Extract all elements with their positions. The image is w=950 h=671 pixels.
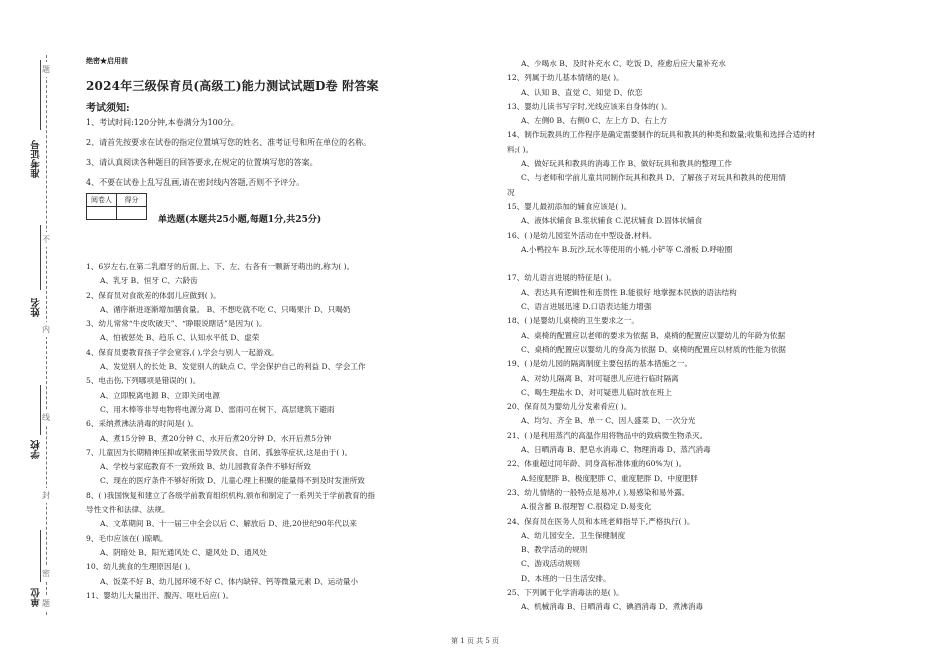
seal-mark: 不 bbox=[42, 232, 50, 247]
answer-options: C、语言进展迅速 D.口语表达能力增强 bbox=[521, 302, 652, 312]
exam-id-blank[interactable] bbox=[40, 60, 41, 130]
question-text: 12、列属于幼儿基本情绪的是( )。 bbox=[507, 73, 624, 83]
question-text: 9、毛巾应该在( )晾晒。 bbox=[86, 533, 168, 543]
question-text: 3、幼儿常常“牛皮吹破天”、“睁眼说瞎话”是因为( )。 bbox=[86, 319, 267, 329]
question-text: 17、幼儿语言进展的特征是( )。 bbox=[507, 273, 617, 283]
school-label: 学校 bbox=[31, 440, 42, 459]
right-question-column bbox=[507, 57, 922, 615]
seal-mark: 内 bbox=[42, 322, 50, 337]
answer-options: A、日晒消毒 B、肥皂水消毒 C、物理消毒 D、蒸汽消毒 bbox=[521, 445, 711, 455]
answer-options: A、煮15分钟 B、煮20分钟 C、水开后煮20分钟 D、水开后煮5分钟 bbox=[100, 433, 332, 443]
question-text: 20、保育员为婴幼儿分发素肴应( )。 bbox=[507, 402, 632, 412]
answer-options: A、循序渐进逐渐增加膳食量。 B、不想吃就不吃 C、只喝果汁 D、只喝奶 bbox=[100, 304, 351, 314]
question-text: 24、保育员在医务人员和本班老师指导下,严格执行( )。 bbox=[507, 516, 695, 526]
rule-item: 1、考试时间:120分钟,本卷满分为100分。 bbox=[86, 118, 239, 127]
region-blank[interactable] bbox=[40, 530, 41, 582]
question-text: 23、幼儿情绪的一般特点是易冲,( ),易感染和易外露。 bbox=[507, 487, 690, 497]
question-text: 8、( )我国恢复和建立了各级学前教育组织机构,颁布和制定了一系列关于学前教育的指 bbox=[86, 490, 375, 500]
question-text: 5、电击伤,下列哪项是错误的( )。 bbox=[86, 376, 201, 386]
question-text: 21、( )是利用蒸汽的高温作用将物品中的致病微生物杀灭。 bbox=[507, 430, 708, 440]
rule-item: 3、请认真阅读各种题目的回答要求,在规定的位置填写您的答案。 bbox=[86, 158, 318, 167]
exam-id-label: 准考证号 bbox=[31, 140, 42, 178]
question-text: 料;( )。 bbox=[507, 144, 534, 154]
reviewer-cell[interactable] bbox=[87, 207, 117, 220]
confidential-mark: 绝密★启用前 bbox=[86, 56, 128, 65]
answer-options: A.很含蓄 B.很理智 C.很稳定 D.易变化 bbox=[521, 502, 652, 512]
score-header: 得分 bbox=[117, 194, 147, 207]
question-text: 22、体重超过同年龄、同身高标准体重的60%为( )。 bbox=[507, 459, 687, 469]
answer-options: C、喝生理盐水 D、对可疑患儿临时放在班上 bbox=[521, 387, 672, 397]
question-text: 6、采纳煮沸法消毒的时间是( )。 bbox=[86, 419, 198, 429]
answer-options: A、认知 B、直觉 C、知觉 D、依恋 bbox=[521, 87, 643, 97]
answer-options: A、做好玩具和教具的消毒工作 B、做好玩具和教具的整理工作 bbox=[521, 159, 732, 169]
answer-options: A、饭菜不好 B、幼儿园环境不好 C、体内缺锌、钙等微量元素 D、运动量小 bbox=[100, 576, 359, 586]
answer-options: A、立即脱离电源 B、立即关闭电源 bbox=[100, 390, 220, 400]
answer-options: A、对幼儿隔离 B、对可疑患儿应进行临时隔离 bbox=[521, 373, 679, 383]
page-title: 2024年三级保育员(高级工)能力测试试题D卷 附答案 bbox=[86, 79, 379, 93]
question-text: 15、婴儿最初添加的辅食应该是( )。 bbox=[507, 201, 632, 211]
question-text: 2、保育员对食欲差的体弱儿应做到( )。 bbox=[86, 290, 221, 300]
answer-options: A、液体状辅食 B.浆状辅食 C.泥状辅食 D.固体状辅食 bbox=[521, 216, 703, 226]
rule-item: 4、不要在试卷上乱写乱画,请在密封线内答题,否则不予评分。 bbox=[86, 178, 305, 187]
question-text: 7、儿童因为长期精神压抑或紧张而导致厌食、自闭、孤独等症状,这是由于( )。 bbox=[86, 447, 353, 457]
answer-options: A、怕被惩处 B、趋乐 C、认知水平低 D、虚荣 bbox=[100, 333, 260, 343]
question-text: 18、( )是婴幼儿桌椅的卫生要求之一。 bbox=[507, 316, 639, 326]
answer-options: A.小鸭拉车 B.玩沙,玩水等使用的小桶,小铲等 C.滑板 D.呼啦圈 bbox=[521, 244, 733, 254]
answer-options: A、桌椅的配置应以老师的要求为依据 B、桌椅的配置应以婴幼儿的年龄为依据 bbox=[521, 330, 786, 340]
answer-options: C、游戏活动规则 bbox=[521, 559, 580, 569]
answer-options: A、少喝水 B、及时补充水 C、吃饭 D、痊愈后应大量补充水 bbox=[521, 59, 726, 68]
name-label: 姓名 bbox=[31, 298, 42, 317]
question-text: 25、下列属于化学消毒法的是( )。 bbox=[507, 587, 624, 597]
reviewer-header: 阅卷人 bbox=[87, 194, 117, 207]
question-text: 11、婴幼儿大量出汗、腹泻、呕吐后应( )。 bbox=[86, 590, 234, 600]
binding-margin bbox=[0, 0, 80, 671]
section-title: 单选题(本题共25小题,每题1分,共25分) bbox=[158, 215, 322, 225]
question-text: 16、( )是幼儿园室外活动在中型设备,材料。 bbox=[507, 230, 657, 240]
answer-options: A、发觉别人的长处 B、发觉别人的缺点 C、学会保护自己的利益 D、学会工作 bbox=[100, 362, 366, 372]
answer-options: A、机械消毒 B、日晒消毒 C、碘酒消毒 D、煮沸消毒 bbox=[521, 602, 704, 612]
question-text: 13、婴幼儿读书写字时,光线应该来自身体的( )。 bbox=[507, 101, 672, 111]
answer-options: C、桌椅的配置应以婴幼儿的身高为依据 D、桌椅的配置应以材质的性能为依据 bbox=[521, 344, 786, 354]
school-blank[interactable] bbox=[40, 385, 41, 435]
name-blank[interactable] bbox=[40, 225, 41, 290]
answer-options: C、与老师和学前儿童共同制作玩具和教具 D、了解孩子对玩具和教具的使用情 bbox=[521, 173, 786, 183]
seal-mark: 封 bbox=[42, 488, 50, 503]
seal-mark: 密 bbox=[42, 566, 50, 581]
answer-options: A、幼儿园安全、卫生保健制度 bbox=[521, 530, 626, 540]
question-text: 14、制作玩教具的工作程序是确定需要制作的玩具和教具的种类和数量;收集和选择合适的材 bbox=[507, 130, 816, 140]
seal-mark: 线 bbox=[42, 410, 50, 425]
answer-options: A、表达具有逻辑性和连贯性 B.能很好 地掌握本民族的语法结构 bbox=[521, 287, 737, 297]
answer-options: C、现在的医疗条件不够好所致 D、儿童心理上积聚的能量得不到及时发泄所致 bbox=[100, 476, 365, 486]
question-text: 导性文件和法律、法规。 bbox=[86, 505, 170, 515]
region-label: 单位 bbox=[31, 588, 42, 607]
question-text: 4、保育员要教育孩子学会宽容,( ),学会与别人一起游戏。 bbox=[86, 347, 279, 357]
seal-mark: 题 bbox=[42, 62, 50, 77]
answer-options: A、阴暗处 B、阳光通风处 C、避风处 D、通风处 bbox=[100, 547, 267, 557]
page-footer: 第 1 页 共 5 页 bbox=[450, 637, 500, 645]
answer-options: A.轻度肥胖 B、极度肥胖 C、重度肥胖 D、中度肥胖 bbox=[521, 473, 698, 483]
question-text: 19、( )是幼儿园的隔离制度主要包括的基本措施之一。 bbox=[507, 359, 693, 369]
answer-options: A、左侧0 B、右侧0 C、左上方 D、右上方 bbox=[521, 116, 668, 126]
answer-options: D、本班的一日生活安排。 bbox=[521, 573, 611, 583]
answer-options: A、文革期间 B、十一届三中全会以后 C、解放后 D、进,20世纪90年代以来 bbox=[100, 519, 357, 529]
rule-item: 2、请首先按要求在试卷的指定位置填写您的姓名、准考证号和所在单位的名称。 bbox=[86, 138, 372, 147]
score-cell[interactable] bbox=[117, 207, 147, 220]
question-text: 况 bbox=[507, 187, 515, 197]
answer-options: A、乳牙 B、恒牙 C、六龄齿 bbox=[100, 276, 198, 286]
notice-heading: 考试须知: bbox=[86, 103, 130, 114]
answer-options: B、教学活动的规则 bbox=[521, 545, 588, 555]
left-question-column bbox=[86, 260, 476, 603]
answer-options: C、用木棒等非导电物将电源分离 D、雷雨可在树下、高层建筑下避雨 bbox=[100, 404, 335, 414]
answer-options: A、均匀、齐全 B、单一 C、因人盛菜 D、一次分光 bbox=[521, 416, 696, 426]
answer-options: A、学校与家庭教育不一致所致 B、幼儿园教育条件不够好所致 bbox=[100, 462, 311, 472]
score-table bbox=[86, 193, 147, 220]
seal-mark: 题 bbox=[42, 596, 50, 611]
question-text: 1、6岁左右,在第二乳磨牙的后面,上、下、左、右各有一颗新牙萌出的,称为( )。 bbox=[86, 262, 355, 271]
question-text bbox=[507, 257, 922, 271]
question-text: 10、幼儿挑食的生理原因是( )。 bbox=[86, 562, 196, 572]
